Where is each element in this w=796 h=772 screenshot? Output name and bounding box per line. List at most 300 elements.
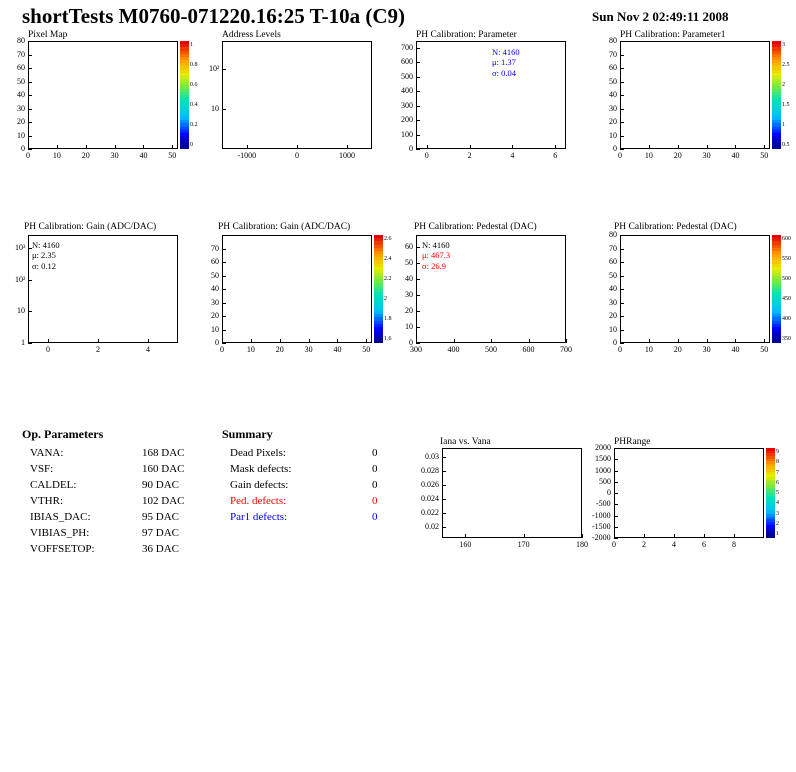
colorbar-label: 2.5 — [782, 62, 790, 68]
colorbar-label: 400 — [782, 316, 791, 322]
stat-n: N: 4160 — [32, 240, 60, 250]
colorbar-label: 500 — [782, 276, 791, 282]
op-parameter-row — [22, 527, 212, 543]
pedestal-map-frame — [620, 235, 770, 343]
colorbar-label: 3 — [782, 42, 785, 48]
axis-tick — [416, 149, 420, 150]
stat-mu: μ: 1.37 — [492, 57, 516, 68]
axis-tick — [416, 106, 420, 107]
axis-tick — [143, 145, 144, 149]
axis-tick — [620, 303, 624, 304]
axis-tick — [416, 343, 420, 344]
axis-tick-label: 400 — [401, 86, 413, 96]
axis-tick-label: 500 — [599, 476, 611, 486]
colorbar-label: 5 — [776, 490, 779, 496]
axis-tick-label: -500 — [596, 499, 611, 509]
axis-tick-label: 10³ — [15, 243, 26, 253]
axis-tick — [707, 145, 708, 149]
axis-tick-label: 10 — [609, 324, 617, 334]
axis-tick — [416, 295, 420, 296]
op-parameter-row — [22, 495, 212, 511]
axis-tick-label: 400 — [447, 345, 460, 354]
axis-tick-label: 0 — [295, 151, 299, 160]
axis-tick — [442, 499, 446, 500]
axis-tick-label: 30 — [211, 297, 219, 307]
panel-title-phrange: PHRange — [614, 437, 651, 447]
ph-parameter-frame — [416, 41, 566, 149]
axis-tick-label: 40 — [139, 151, 148, 160]
axis-tick — [280, 339, 281, 343]
axis-tick — [416, 279, 420, 280]
gain-map-colorbar — [374, 235, 383, 343]
axis-tick-label: 0.022 — [421, 508, 439, 518]
axis-tick-label: 40 — [405, 274, 413, 283]
axis-tick — [115, 145, 116, 149]
op-parameter-value: 36 DAC — [142, 543, 179, 555]
axis-tick-label: 80 — [17, 36, 25, 45]
axis-tick-label: 10 — [644, 151, 653, 160]
axis-tick-label: 50 — [405, 258, 413, 267]
axis-tick-label: 20 — [673, 345, 682, 354]
panel-title-ph-parameter1-map: PH Calibration: Parameter1 — [620, 30, 726, 40]
axis-tick — [454, 339, 455, 343]
colorbar-segment — [772, 146, 781, 149]
axis-tick — [222, 289, 226, 290]
axis-tick-label: 10 — [211, 104, 219, 114]
panel-title-gain-map: PH Calibration: Gain (ADC/DAC) — [218, 222, 351, 232]
axis-tick — [734, 534, 735, 538]
axis-tick-label: 0.02 — [425, 522, 439, 532]
axis-tick — [470, 145, 471, 149]
op-parameter-key: IBIAS_DAC: — [30, 511, 91, 523]
axis-tick — [57, 145, 58, 149]
axis-tick-label: 10 — [211, 324, 219, 334]
summary-value: 0 — [372, 463, 378, 475]
axis-tick — [620, 95, 624, 96]
summary-key: Mask defects: — [230, 463, 292, 475]
axis-tick — [251, 339, 252, 343]
axis-tick — [427, 145, 428, 149]
axis-tick — [222, 69, 226, 70]
axis-tick — [465, 534, 466, 538]
axis-tick — [620, 330, 624, 331]
axis-tick-label: 600 — [522, 345, 535, 354]
axis-tick-label: 20 — [609, 117, 617, 126]
axis-tick-label: 50 — [362, 345, 371, 354]
summary-rows — [222, 447, 422, 527]
colorbar-label: 450 — [782, 296, 791, 302]
axis-tick — [416, 120, 420, 121]
axis-tick — [620, 122, 624, 123]
colorbar-label: 0 — [190, 142, 193, 148]
axis-tick-label: 700 — [560, 345, 572, 354]
axis-tick-label: 40 — [17, 90, 25, 99]
summary-row — [222, 447, 422, 463]
phrange-frame — [614, 448, 764, 538]
axis-tick-label: 0 — [409, 338, 413, 347]
axis-tick-label: 70 — [17, 49, 25, 59]
axis-tick — [555, 145, 556, 149]
stat-sigma: σ: 0.04 — [492, 67, 516, 78]
axis-tick — [620, 249, 624, 250]
axis-tick — [28, 136, 32, 137]
axis-tick-label: 0 — [409, 144, 413, 153]
axis-tick — [28, 109, 32, 110]
axis-tick — [620, 289, 624, 290]
gain-hist-statbox — [32, 240, 60, 271]
summary-header: Summary — [222, 427, 273, 441]
axis-tick-label: 0 — [26, 151, 30, 160]
axis-tick-label: 50 — [609, 270, 617, 280]
colorbar-label: 1 — [190, 42, 193, 48]
pedestal-map-colorbar — [772, 235, 781, 343]
axis-tick — [416, 62, 420, 63]
op-parameter-value: 95 DAC — [142, 511, 179, 523]
pixel-map-frame — [28, 41, 178, 149]
axis-tick — [582, 534, 583, 538]
axis-tick — [704, 534, 705, 538]
colorbar-label: 1.8 — [384, 316, 392, 322]
axis-tick — [28, 55, 32, 56]
axis-tick-label: 500 — [485, 345, 497, 354]
colorbar-segment — [766, 535, 775, 538]
axis-tick-label: 10² — [15, 274, 26, 284]
axis-tick — [416, 311, 420, 312]
axis-tick — [491, 339, 492, 343]
axis-tick-label: 300 — [410, 345, 422, 354]
ph-parameter1-colorbar-labels — [782, 38, 796, 152]
colorbar-label: 7 — [776, 469, 779, 476]
axis-tick — [529, 339, 530, 343]
axis-tick-label: 40 — [731, 151, 740, 160]
panel-title-gain-hist: PH Calibration: Gain (ADC/DAC) — [24, 222, 157, 232]
op-parameter-row — [22, 543, 212, 559]
colorbar-label: 0.6 — [190, 82, 198, 88]
axis-tick-label: 1000 — [339, 151, 355, 160]
summary-row — [222, 495, 422, 511]
summary-key: Par1 defects: — [230, 511, 288, 523]
axis-tick — [442, 471, 446, 472]
axis-tick — [442, 485, 446, 486]
axis-tick — [707, 339, 708, 343]
axis-tick — [86, 145, 87, 149]
colorbar-label: 2.2 — [384, 276, 392, 282]
axis-tick — [764, 145, 765, 149]
axis-tick-label: 10² — [209, 64, 220, 74]
axis-tick — [98, 339, 99, 343]
axis-tick-label: 0.028 — [421, 465, 439, 475]
colorbar-segment — [180, 146, 189, 149]
summary-value: 0 — [372, 447, 378, 459]
axis-tick-label: 100 — [401, 129, 413, 139]
axis-tick — [620, 276, 624, 277]
axis-tick — [337, 339, 338, 343]
axis-tick-label: 40 — [609, 284, 617, 293]
summary-row — [222, 479, 422, 495]
op-parameter-key: VIBIAS_PH: — [30, 527, 90, 539]
page-title: shortTests M0760-071220.16:25 T-10a (C9) — [22, 4, 406, 28]
panel-title-pedestal-hist: PH Calibration: Pedestal (DAC) — [414, 222, 537, 232]
colorbar-label: 6 — [776, 479, 779, 486]
axis-tick — [28, 68, 32, 69]
axis-tick — [644, 534, 645, 538]
axis-tick — [172, 145, 173, 149]
axis-tick — [620, 55, 624, 56]
op-parameter-value: 168 DAC — [142, 447, 185, 459]
axis-tick — [620, 262, 624, 263]
summary-value: 0 — [372, 511, 378, 523]
axis-tick — [416, 77, 420, 78]
op-parameter-key: VTHR: — [30, 495, 63, 507]
stat-n: N: 4160 — [492, 47, 520, 57]
axis-tick-label: 500 — [401, 71, 413, 81]
ph-parameter1-colorbar — [772, 41, 781, 149]
axis-tick — [222, 276, 226, 277]
op-parameter-key: CALDEL: — [30, 479, 77, 491]
colorbar-label: 8 — [776, 459, 779, 466]
axis-tick — [28, 122, 32, 123]
axis-tick-label: 4 — [510, 151, 515, 160]
axis-tick — [28, 343, 32, 344]
op-parameter-value: 102 DAC — [142, 495, 185, 507]
axis-tick-label: -1000 — [237, 151, 257, 160]
axis-tick — [222, 316, 226, 317]
axis-tick — [416, 135, 420, 136]
axis-tick-label: 0 — [618, 345, 622, 354]
axis-tick — [764, 339, 765, 343]
axis-tick-label: 0 — [613, 144, 617, 153]
axis-tick — [614, 527, 618, 528]
axis-tick-label: 20 — [81, 151, 90, 160]
axis-tick-label: 4 — [672, 540, 676, 549]
axis-tick — [442, 527, 446, 528]
axis-tick — [620, 136, 624, 137]
axis-tick-label: 0 — [607, 488, 611, 497]
axis-tick-label: 50 — [609, 76, 617, 86]
axis-tick-label: 160 — [459, 540, 472, 549]
axis-tick-label: 1 — [21, 338, 25, 347]
axis-tick-label: -1500 — [592, 521, 611, 531]
axis-tick — [28, 149, 32, 150]
axis-tick — [416, 48, 420, 49]
axis-tick — [674, 534, 675, 538]
colorbar-label: 0.2 — [190, 122, 198, 128]
colorbar-label: 2 — [384, 296, 387, 302]
axis-tick — [649, 145, 650, 149]
axis-tick — [222, 303, 226, 304]
axis-tick-label: 2 — [642, 540, 646, 549]
summary-key: Gain defects: — [230, 479, 289, 491]
summary-value: 0 — [372, 495, 378, 507]
op-parameter-key: VOFFSETOP: — [30, 543, 95, 555]
axis-tick-label: 50 — [17, 76, 25, 86]
axis-tick-label: 10 — [644, 345, 653, 354]
axis-tick — [309, 339, 310, 343]
axis-tick — [48, 339, 49, 343]
op-parameter-row — [22, 447, 212, 463]
pixel-map-colorbar — [180, 41, 189, 149]
axis-tick — [735, 145, 736, 149]
summary-key: Ped. defects: — [230, 495, 287, 507]
axis-tick — [222, 330, 226, 331]
axis-tick — [678, 145, 679, 149]
axis-tick-label: 10 — [246, 345, 255, 354]
summary-key: Dead Pixels: — [230, 447, 286, 459]
op-parameter-value: 160 DAC — [142, 463, 185, 475]
iana-vs-vana-frame — [442, 448, 582, 538]
stat-sigma: σ: 26.9 — [422, 260, 446, 271]
axis-tick — [297, 145, 298, 149]
axis-tick — [416, 247, 420, 248]
axis-tick — [347, 145, 348, 149]
axis-tick-label: 70 — [211, 243, 219, 253]
axis-tick-label: 20 — [275, 345, 284, 354]
pixel-map-colorbar-labels — [190, 38, 204, 152]
address-levels-frame — [222, 41, 372, 149]
axis-tick-label: 8 — [732, 540, 736, 549]
axis-tick — [247, 145, 248, 149]
axis-tick — [566, 339, 567, 343]
axis-tick-label: 30 — [702, 345, 711, 354]
op-parameter-value: 90 DAC — [142, 479, 179, 491]
axis-tick — [614, 538, 618, 539]
axis-tick — [620, 316, 624, 317]
axis-tick-label: 40 — [333, 345, 342, 354]
stat-sigma: σ: 0.12 — [32, 260, 56, 271]
axis-tick-label: 50 — [760, 345, 769, 354]
axis-tick — [620, 149, 624, 150]
colorbar-label: 0.5 — [782, 142, 790, 148]
axis-tick — [442, 457, 446, 458]
axis-tick — [442, 513, 446, 514]
axis-tick — [366, 339, 367, 343]
axis-tick — [28, 311, 32, 312]
op-parameter-key: VANA: — [30, 447, 64, 459]
axis-tick — [614, 459, 618, 460]
colorbar-label: 9 — [776, 449, 779, 455]
axis-tick-label: 0 — [215, 338, 219, 347]
axis-tick-label: 10 — [17, 130, 25, 140]
axis-tick-label: 30 — [110, 151, 119, 160]
axis-tick-label: 0 — [618, 151, 622, 160]
axis-tick-label: 0 — [612, 540, 616, 549]
summary-value: 0 — [372, 479, 378, 491]
axis-tick — [416, 91, 420, 92]
axis-tick-label: -2000 — [592, 533, 611, 542]
axis-tick-label: 1500 — [595, 454, 611, 464]
axis-tick — [614, 448, 618, 449]
axis-tick — [620, 109, 624, 110]
axis-tick — [222, 343, 226, 344]
op-parameter-value: 97 DAC — [142, 527, 179, 539]
axis-tick — [614, 516, 618, 517]
axis-tick-label: 2 — [467, 151, 472, 160]
panel-title-pixel-map: Pixel Map — [28, 30, 68, 40]
colorbar-label: 1.6 — [384, 336, 392, 342]
colorbar-label: 0.8 — [190, 62, 198, 68]
axis-tick-label: 80 — [609, 36, 617, 45]
axis-tick-label: 10 — [52, 151, 61, 160]
colorbar-label: 600 — [782, 236, 791, 242]
phrange-colorbar-labels — [776, 445, 792, 541]
axis-tick-label: 50 — [760, 151, 769, 160]
axis-tick-label: 2000 — [595, 443, 611, 452]
axis-tick-label: 6 — [702, 540, 706, 549]
op-parameter-row — [22, 511, 212, 527]
axis-tick-label: 70 — [609, 49, 617, 59]
colorbar-label: 0.4 — [190, 102, 198, 108]
panel-title-iana-vs-vana: Iana vs. Vana — [440, 437, 491, 447]
colorbar-label: 4 — [776, 500, 779, 507]
phrange-colorbar — [766, 448, 775, 538]
axis-tick-label: 0 — [613, 338, 617, 347]
op-parameter-row — [22, 479, 212, 495]
op-parameters-block — [22, 427, 212, 559]
stat-mu: μ: 467.3 — [422, 250, 451, 261]
axis-tick-label: 20 — [405, 306, 413, 315]
axis-tick-label: 180 — [576, 540, 588, 549]
axis-tick-label: 20 — [609, 311, 617, 320]
axis-tick — [620, 68, 624, 69]
gain-map-frame — [222, 235, 372, 343]
axis-tick-label: 30 — [609, 103, 617, 113]
axis-tick — [524, 534, 525, 538]
pedestal-map-colorbar-labels — [782, 232, 796, 346]
axis-tick-label: 170 — [517, 540, 530, 549]
axis-tick-label: 10 — [17, 306, 25, 316]
axis-tick — [620, 343, 624, 344]
axis-tick-label: 30 — [17, 103, 25, 113]
axis-tick-label: 600 — [401, 57, 413, 67]
axis-tick-label: 40 — [731, 345, 740, 354]
axis-tick — [614, 493, 618, 494]
ph-parameter1-map-frame — [620, 41, 770, 149]
panel-title-ph-parameter: PH Calibration: Parameter — [416, 30, 517, 40]
stat-mu: μ: 2.35 — [32, 250, 56, 261]
panel-title-address-levels: Address Levels — [222, 30, 281, 40]
summary-row — [222, 511, 422, 527]
axis-tick-label: 60 — [609, 63, 617, 72]
axis-tick-label: 20 — [211, 311, 219, 320]
axis-tick-label: 50 — [211, 270, 219, 280]
axis-tick-label: 20 — [673, 151, 682, 160]
axis-tick-label: 1000 — [595, 465, 611, 475]
axis-tick — [28, 248, 32, 249]
axis-tick-label: 80 — [609, 230, 617, 239]
axis-tick-label: 0.024 — [421, 494, 439, 504]
axis-tick — [416, 263, 420, 264]
colorbar-label: 1.5 — [782, 102, 790, 108]
axis-tick-label: 30 — [405, 290, 413, 299]
axis-tick-label: 0.026 — [421, 479, 439, 489]
axis-tick-label: 70 — [609, 243, 617, 253]
axis-tick-label: 6 — [553, 151, 558, 160]
axis-tick — [28, 95, 32, 96]
axis-tick-label: 10 — [609, 130, 617, 140]
axis-tick — [28, 82, 32, 83]
axis-tick-label: 30 — [609, 297, 617, 307]
axis-tick-label: 30 — [702, 151, 711, 160]
colorbar-label: 550 — [782, 256, 791, 262]
axis-tick-label: 0 — [21, 144, 25, 153]
axis-tick — [620, 41, 624, 42]
axis-tick-label: 700 — [401, 42, 413, 52]
axis-tick — [28, 280, 32, 281]
axis-tick-label: 60 — [211, 257, 219, 266]
axis-tick — [614, 471, 618, 472]
axis-tick-label: 60 — [405, 242, 413, 251]
colorbar-label: 3 — [776, 510, 779, 517]
